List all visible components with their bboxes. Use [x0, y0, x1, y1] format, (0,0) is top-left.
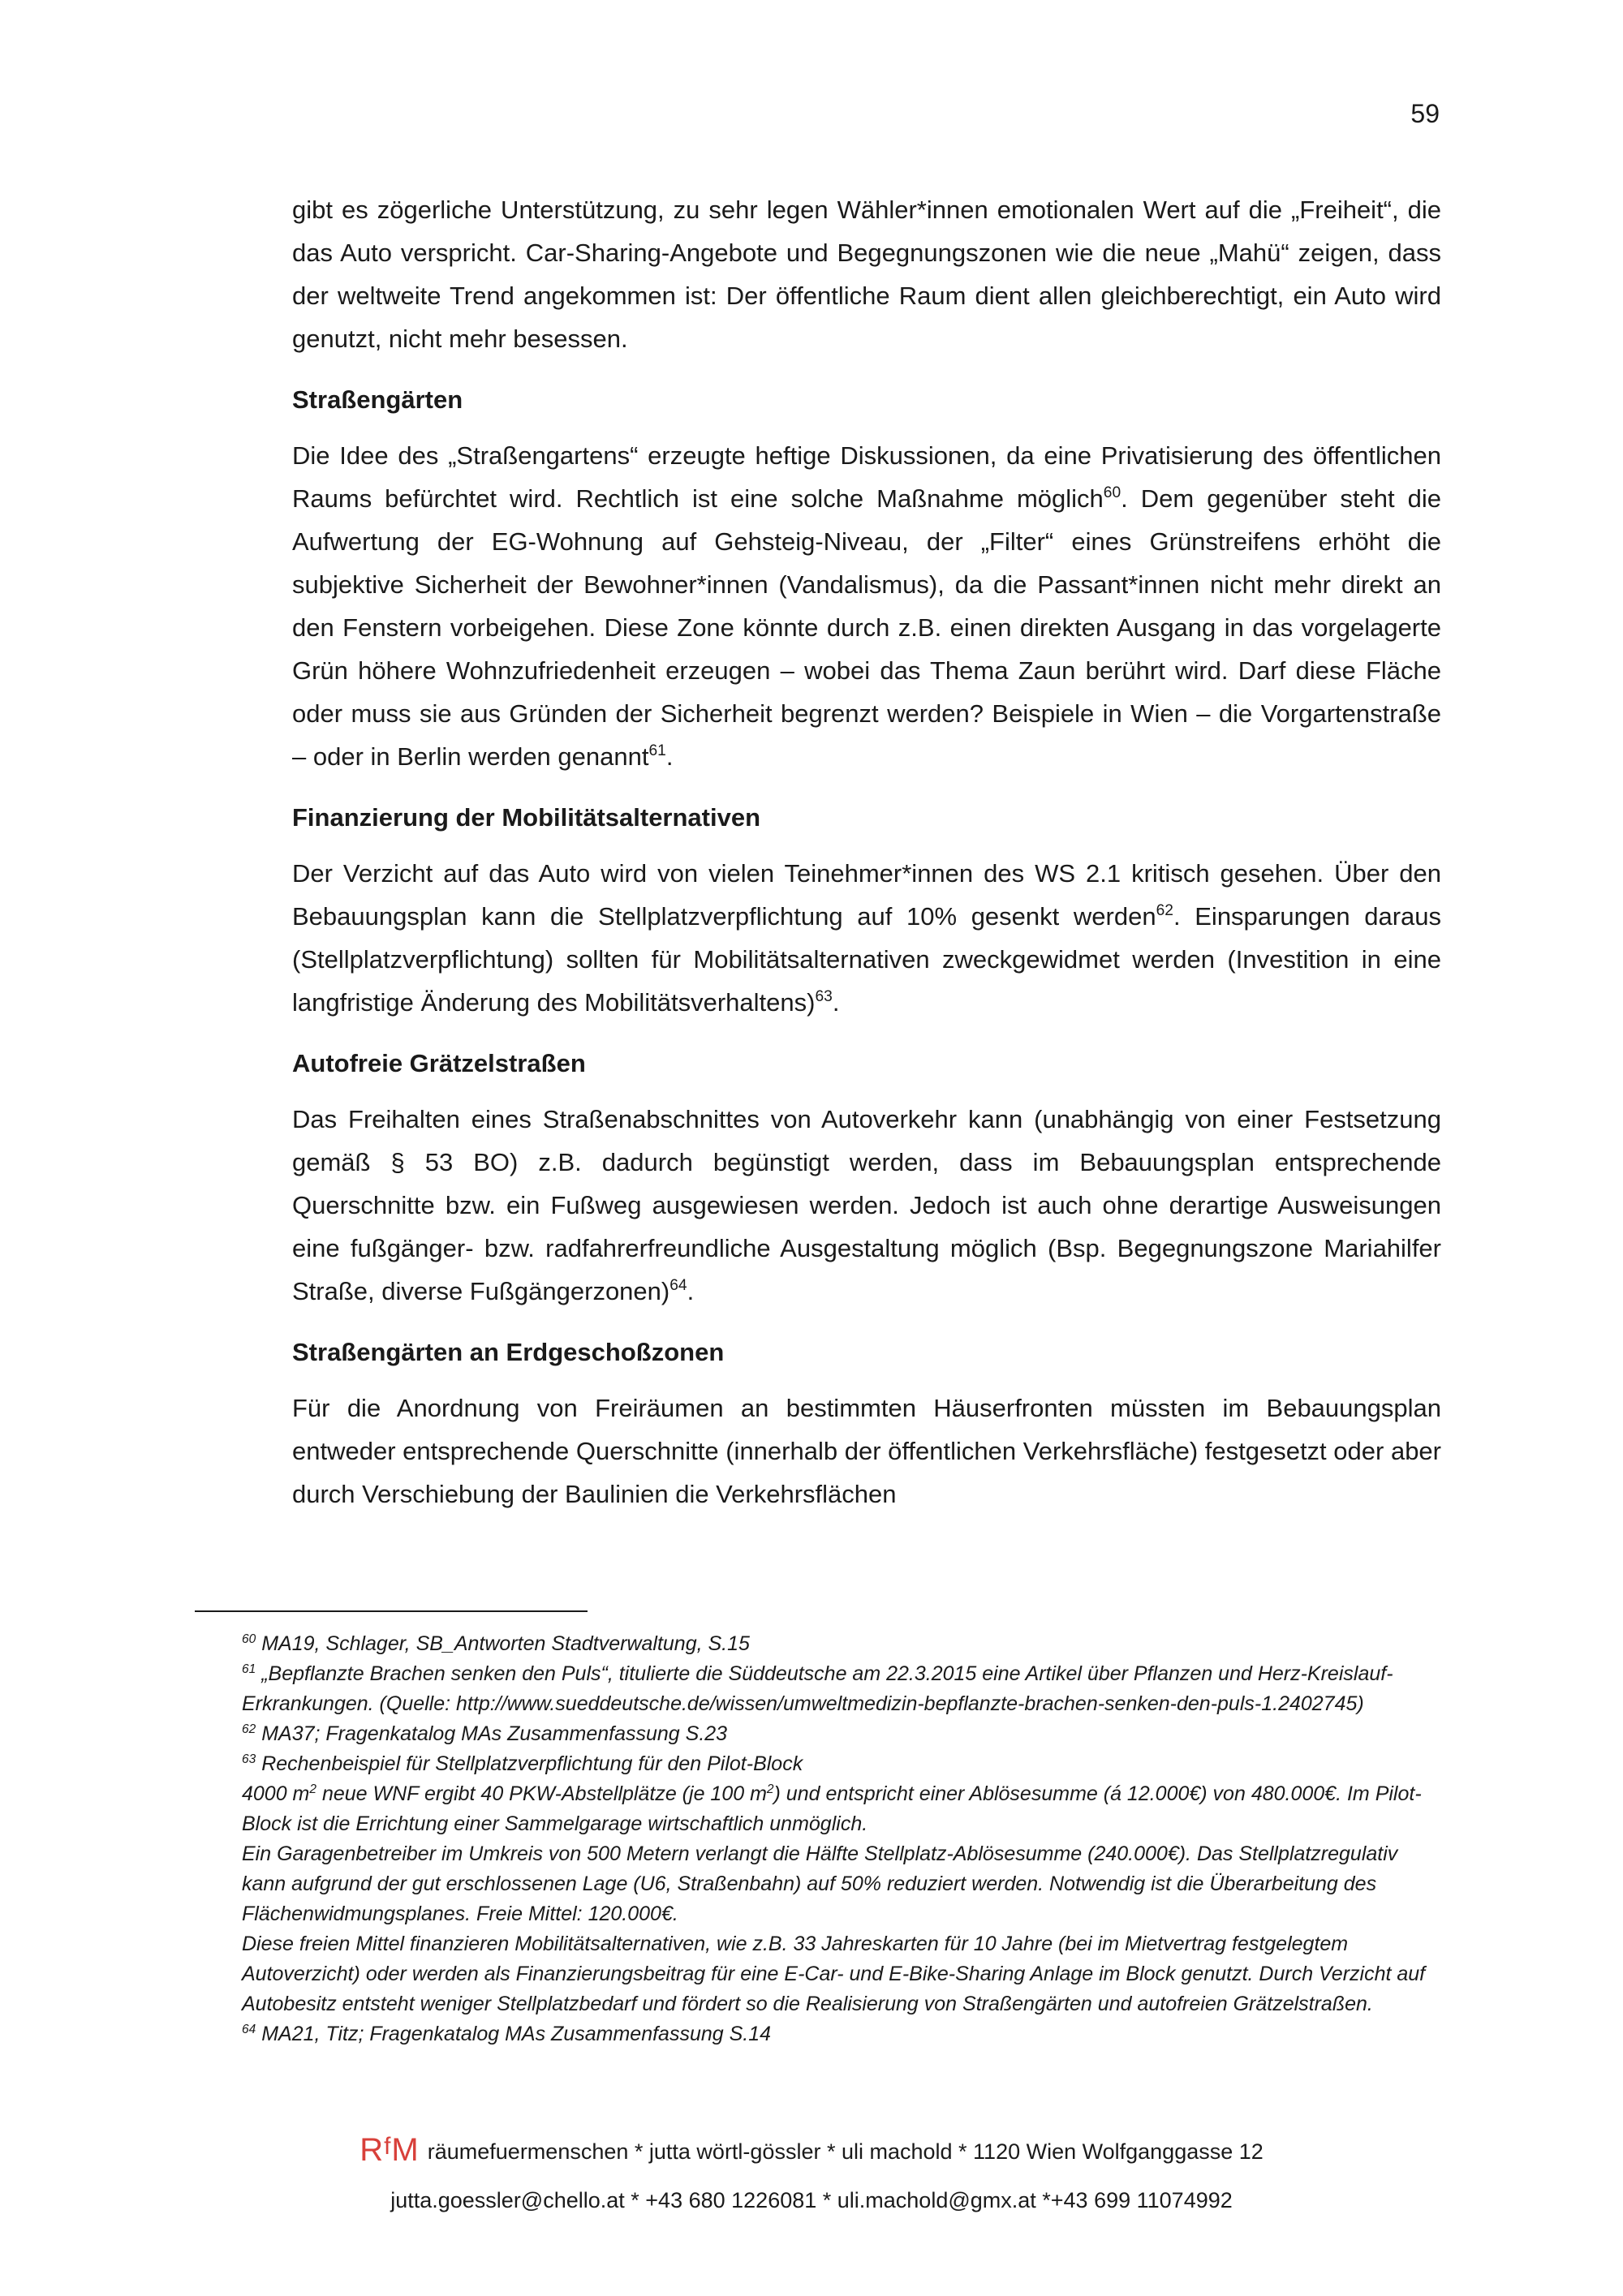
- footnote-number: 62: [242, 1722, 256, 1736]
- footnote-ref-61[interactable]: 61: [648, 742, 666, 760]
- footnote-text: Diese freien Mittel finanzieren Mobilitätsalternativen, wie z.B. 33 Jahreskarten für 10 Jahre (bei im Mietvertrag festgelegtem Autoverzicht) oder werden als Finanzierungsbeitrag für eine E-Car- und E-Bike-Sharing Anlage im Block genutzt. Durch Verzicht auf Autobesitz entsteht weniger Stellplatzbedarf und fördert so die Realisierung von Straßengärten und autofreien Grätzelstraßen.: [242, 1933, 1426, 2015]
- footer-contact: [0, 2184, 1623, 2216]
- footnote-text: 4000 m: [242, 1782, 310, 1805]
- footnotes: [242, 1629, 1443, 2049]
- page-number: 59: [1410, 99, 1440, 128]
- footnote-61: [242, 1659, 1443, 1719]
- footnote-divider: [195, 1610, 588, 1612]
- paragraph-text: .: [832, 988, 840, 1017]
- paragraph-text: . Dem gegenüber steht die Aufwertung der EG-Wohnung auf Gehsteig-Niveau, der „Filter“ eines Grünstreifens erhöht die subjektive Sicherheit der Bewohner*innen (Vandalismus), da die Passant*innen nicht mehr direkt an den Fenstern vorbeigehen. Diese Zone könnte durch z.B. einen direkten Ausgang in das vorgelagerte Grün höhere Wohnzufriedenheit erzeugen – wobei das Thema Zaun berührt wird. Darf diese Fläche oder muss sie aus Gründen der Sicherheit begrenzt werden? Beispiele in Wien – die Vorgartenstraße – oder in Berlin werden genannt: [292, 484, 1441, 771]
- footnote-number: 61: [242, 1662, 256, 1676]
- footnote-ref-63[interactable]: 63: [815, 988, 833, 1006]
- paragraph-text: .: [665, 742, 674, 771]
- logo-letter: f: [384, 2133, 392, 2160]
- footnote-63: [242, 1749, 1443, 1779]
- heading-strassengaerten: Straßengärten: [292, 385, 463, 414]
- paragraph-text: . Einsparungen daraus (Stellplatzverpflichtung) sollten für Mobilitätsalternativen zweckgewidmet werden (Investition in eine langfristige Änderung des Mobilitätsverhaltens): [292, 902, 1442, 1017]
- footnote-number: 60: [242, 1632, 256, 1646]
- superscript: 2: [766, 1782, 774, 1796]
- paragraph-autofrei: [292, 1098, 1441, 1313]
- logo-letter: R: [359, 2132, 385, 2168]
- footnote-text: MA37; Fragenkatalog MAs Zusammenfassung S.23: [256, 1722, 728, 1745]
- rfm-logo: [359, 2132, 420, 2168]
- footnote-text: MA21, Titz; Fragenkatalog MAs Zusammenfassung S.14: [256, 2023, 772, 2045]
- footnote-text: ) und entspricht einer Ablösesumme (á 12.000€) von 480.000€. Im Pilot-Block ist die Errichtung einer Sammelgarage wirtschaftlich unmöglich.: [242, 1782, 1422, 1835]
- paragraph-erdgeschoss: [292, 1387, 1441, 1516]
- paragraph-text: .: [687, 1277, 695, 1305]
- footnote-64: [242, 2019, 1443, 2049]
- footnote-63-mittel: [242, 1929, 1443, 2019]
- paragraph-strassengaerten: [292, 434, 1441, 778]
- heading-autofrei: Autofreie Grätzelstraßen: [292, 1049, 586, 1077]
- superscript: 2: [309, 1782, 317, 1796]
- footnote-63-garage: [242, 1839, 1443, 1929]
- footer-address: [0, 2130, 1623, 2168]
- footnote-ref-64[interactable]: 64: [669, 1277, 687, 1295]
- footnote-text: MA19, Schlager, SB_Antworten Stadtverwaltung, S.15: [256, 1632, 750, 1655]
- footnote-text: Ein Garagenbetreiber im Umkreis von 500 Metern verlangt die Hälfte Stellplatz-Ablösesumme (240.000€). Das Stellplatzregulativ kann aufgrund der gut erschlossenen Lage (U6, Straßenbahn) auf 50% reduziert werden. Notwendig ist die Überarbeitung des Flächenwidmungsplanes. Freie Mittel: 120.000€.: [242, 1842, 1398, 1925]
- footnote-ref-60[interactable]: 60: [1103, 484, 1121, 502]
- footnote-text: Rechenbeispiel für Stellplatzverpflichtung für den Pilot-Block: [256, 1752, 803, 1775]
- footnote-text: neue WNF ergibt 40 PKW-Abstellplätze (je 100 m: [316, 1782, 767, 1805]
- footnote-text: „Bepflanzte Brachen senken den Puls“, titulierte die Süddeutsche am 22.3.2015 eine Artikel über Pflanzen und Herz-Kreislauf-Erkrankungen. (Quelle: http://www.sueddeutsche.de/wissen/umweltmedizin-bepflanzte-brachen-senken-den-puls-1.2402745): [242, 1662, 1393, 1715]
- footnote-number: 64: [242, 2022, 256, 2036]
- footnote-number: 63: [242, 1752, 256, 1766]
- footnote-63-calculation: [242, 1779, 1443, 1839]
- logo-letter: M: [391, 2132, 420, 2168]
- paragraph-text: Der Verzicht auf das Auto wird von vielen Teinehmer*innen des WS 2.1 kritisch gesehen. Über den Bebauungsplan kann die Stellplatzverpflichtung auf 10% gesenkt werden: [292, 859, 1441, 931]
- footnote-ref-62[interactable]: 62: [1156, 902, 1173, 920]
- paragraph-text: Die Idee des „Straßengartens“ erzeugte heftige Diskussionen, da eine Privatisierung des öffentlichen Raums befürchtet wird. Rechtlich ist eine solche Maßnahme möglich: [292, 441, 1441, 513]
- paragraph-intro: [292, 188, 1441, 360]
- heading-finanzierung: Finanzierung der Mobilitätsalternativen: [292, 803, 761, 832]
- footer-contact-text: jutta.goessler@chello.at * +43 680 1226081 * uli.machold@gmx.at *+43 699 11074992: [390, 2188, 1233, 2212]
- footnote-62: [242, 1719, 1443, 1749]
- paragraph-finanzierung: [292, 852, 1441, 1024]
- footer-address-text: räumefuermenschen * jutta wörtl-gössler * uli machold * 1120 Wien Wolfganggasse 12: [427, 2139, 1264, 2164]
- heading-erdgeschoss: Straßengärten an Erdgeschoßzonen: [292, 1338, 725, 1366]
- paragraph-text: Für die Anordnung von Freiräumen an bestimmten Häuserfronten müssten im Bebauungsplan entweder entsprechende Querschnitte (innerhalb der öffentlichen Verkehrsfläche) festgesetzt oder aber durch Verschiebung der Baulinien die Verkehrsflächen: [292, 1394, 1441, 1508]
- paragraph-text: gibt es zögerliche Unterstützung, zu sehr legen Wähler*innen emotionalen Wert auf die „Freiheit“, die das Auto verspricht. Car-Sharing-Angebote und Begegnungszonen wie die neue „Mahü“ zeigen, dass der weltweite Trend angekommen ist: Der öffentliche Raum dient allen gleichberechtigt, ein Auto wird genutzt, nicht mehr besessen.: [292, 196, 1441, 353]
- footnote-60: [242, 1629, 1443, 1659]
- paragraph-text: Das Freihalten eines Straßenabschnittes von Autoverkehr kann (unabhängig von einer Festsetzung gemäß § 53 BO) z.B. dadurch begünstigt werden, dass im Bebauungsplan entsprechende Querschnitte bzw. ein Fußweg ausgewiesen werden. Jedoch ist auch ohne derartige Ausweisungen eine fußgänger- bzw. radfahrerfreundliche Ausgestaltung möglich (Bsp. Begegnungszone Mariahilfer Straße, diverse Fußgängerzonen): [292, 1105, 1441, 1305]
- main-body: [292, 188, 1441, 1516]
